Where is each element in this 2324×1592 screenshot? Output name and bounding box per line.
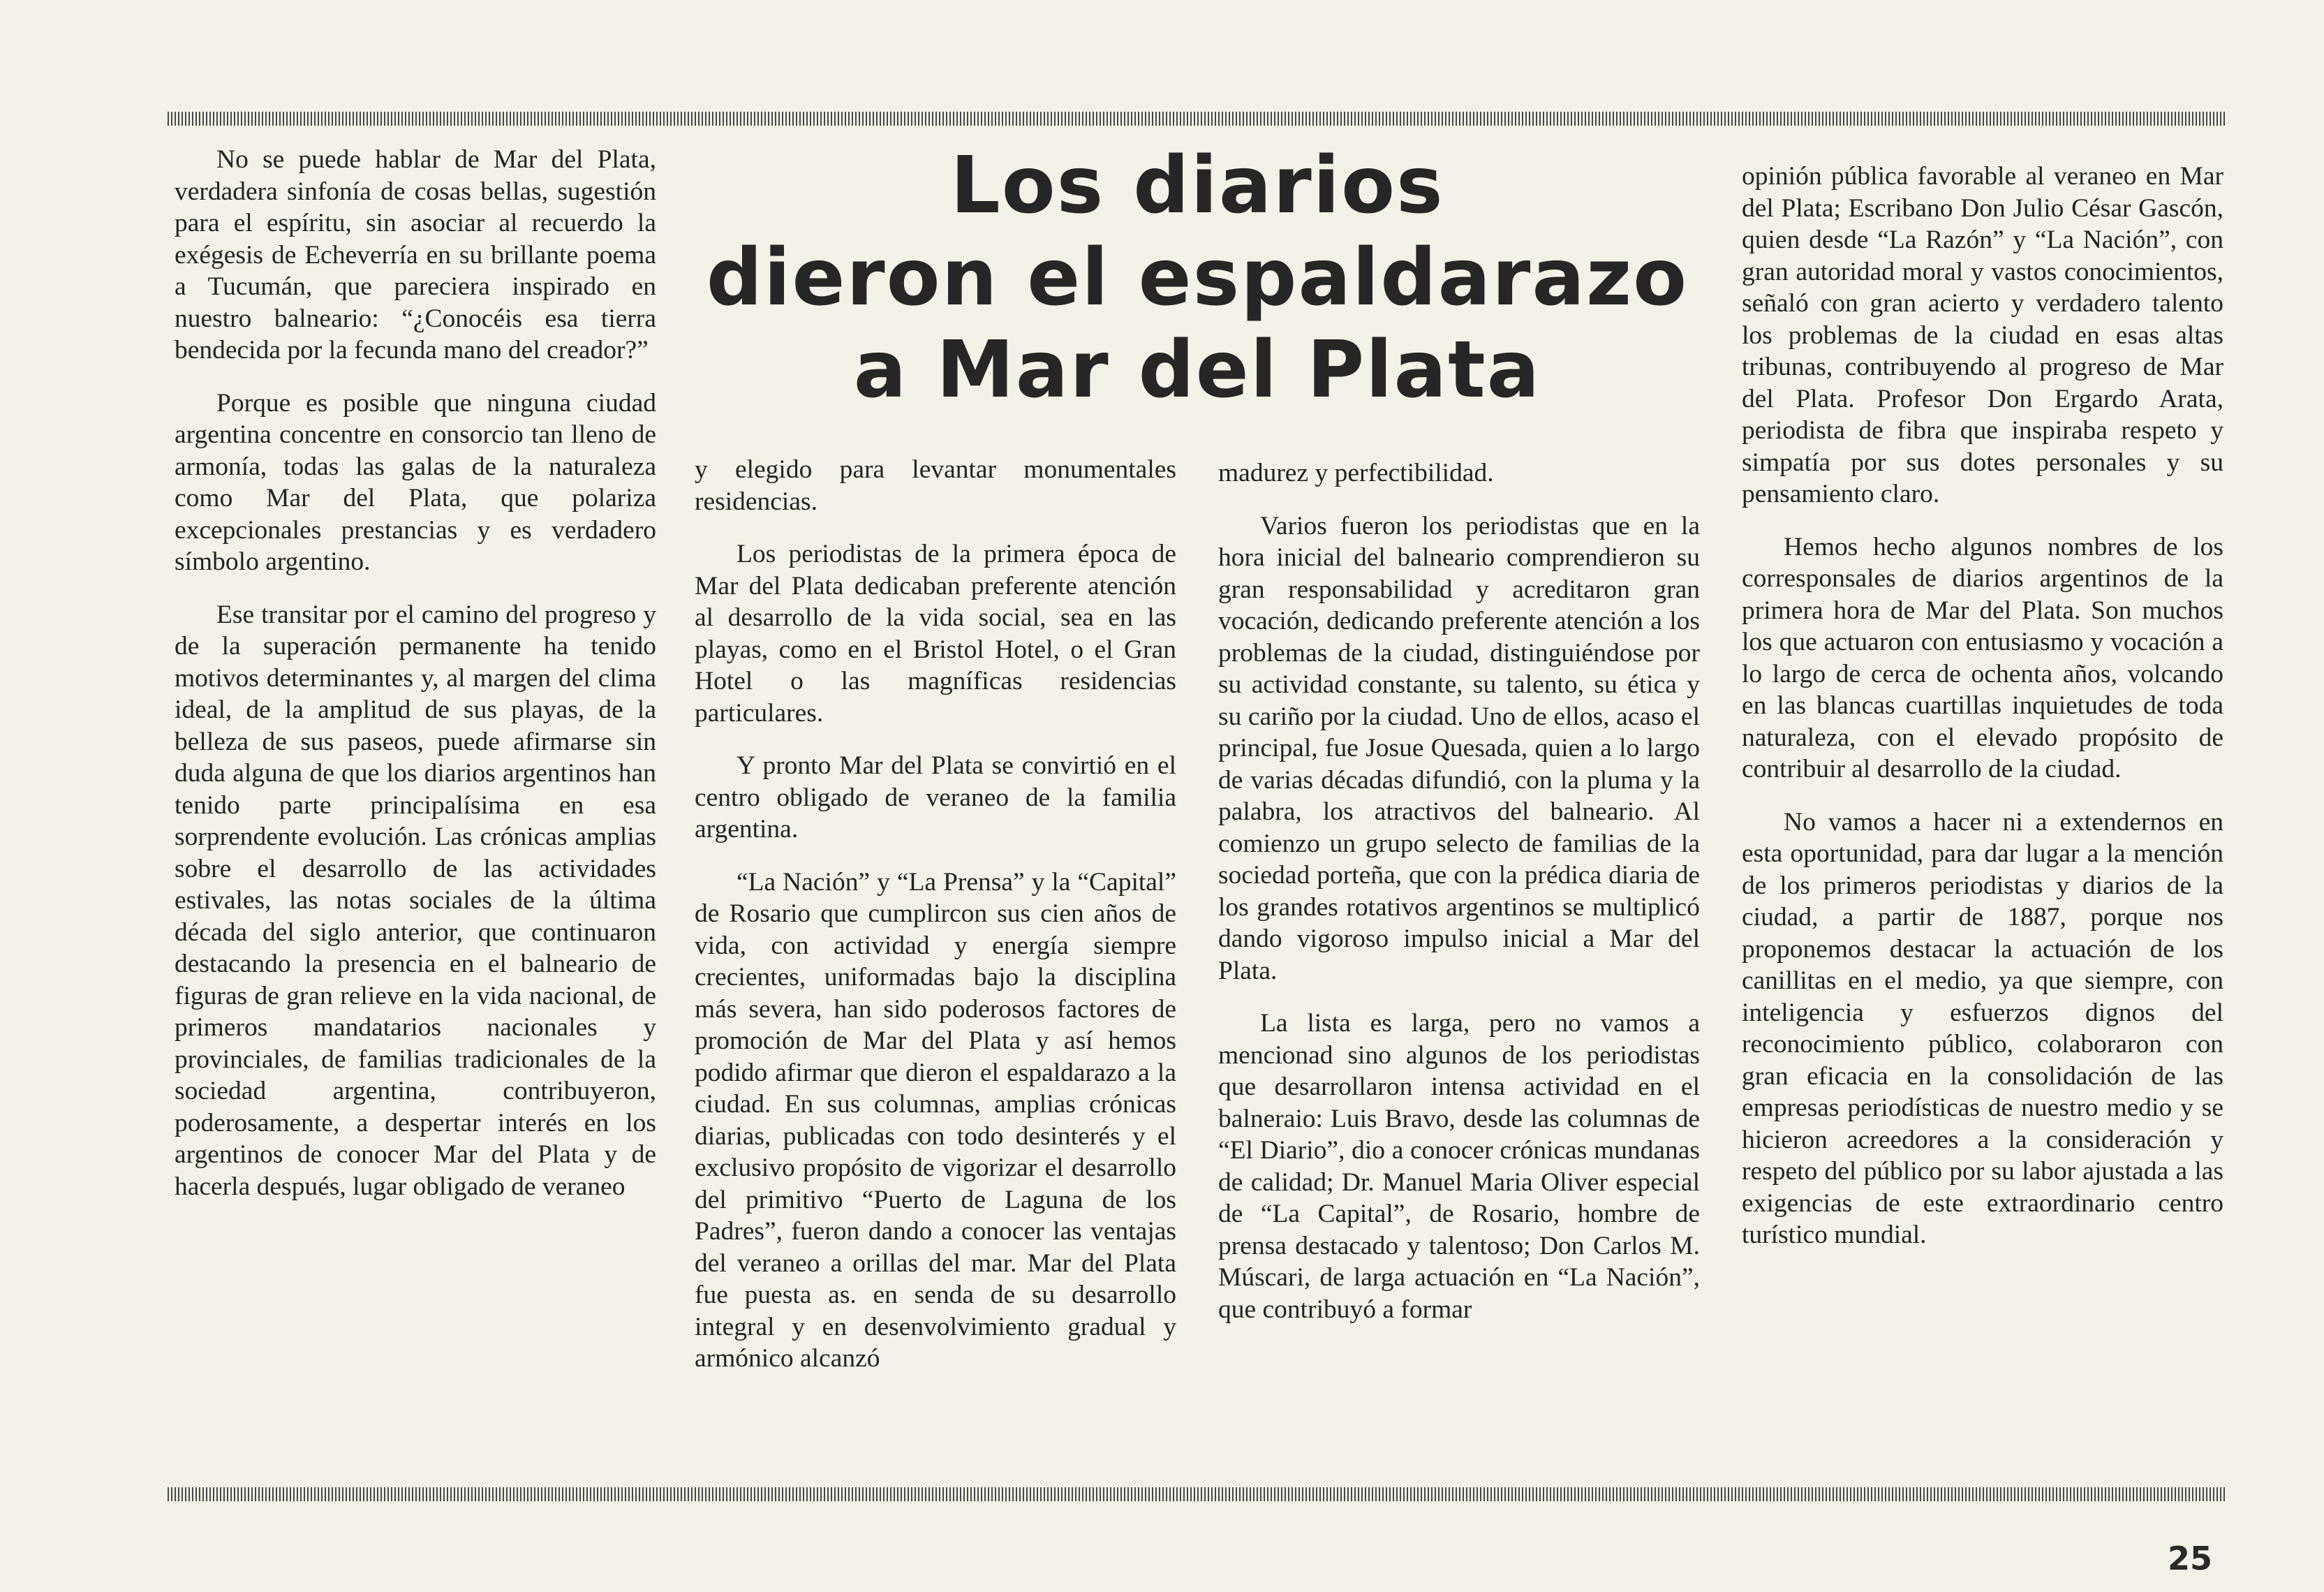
article-paragraph: Y pronto Mar del Plata se convirtió en el centro obligado de veraneo de la familia argentina. [695,751,1176,843]
article-headline [691,140,1703,416]
article-column-1 [175,144,656,1223]
article-paragraph: No vamos a hacer ni a extendernos en esta oportunidad, para dar lugar a la mención de los primeros periodistas y diarios de la ciudad, a partir de 1887, porque nos proponemos destacar la actuación de los canillitas en el medio, ya que siempre, con inteligencia y esfuerzos dignos del reconocimiento público, colaboraron con gran eficacia en la consolidación de las empresas periodísticas de nuestro medio y se hicieron acreedores a la consideración y respeto del público por su labor ajustada a las exigencias de este extraordinario centro turístico mundial. [1742,807,2223,1249]
article-paragraph: No se puede hablar de Mar del Plata, verdadera sinfonía de cosas bellas, sugestión para el espíritu, sin asociar al recuerdo la exégesis de Echeverría en su brillante poema a Tucumán, que pareciera inspirado en nuestro balneario: “¿Conocéis esa tierra bendecida por la fecunda mano del creador?” [175,145,656,364]
headline-line-3: a Mar del Plata [853,325,1541,415]
article-paragraph: La lista es larga, pero no vamos a mencionad sino algunos de los periodistas que desarrollaron intensa actividad en el balneraio: Luis Bravo, desde las columnas de “El Diario”, dio a conocer crónicas mundanas de calidad; Dr. Manuel Maria Oliver especial de “La Capital”, de Rosario, hombre de prensa destacado y talentoso; Don Carlos M. Múscari, de larga actuación en “La Nación”, que contribuyó a formar [1218,1009,1700,1324]
bottom-decorative-rule [168,1487,2227,1501]
article-column-2 [695,454,1176,1396]
article-paragraph: “La Nación” y “La Prensa” y la “Capital” de Rosario que cumplircon sus cien años de vida, con actividad y energía siempre crecientes, uniformadas bajo la disciplina más severa, han sido poderosos factores de promoción de Mar del Plata y así hemos podido afirmar que dieron el espaldarazo a la ciudad. En sus columnas, amplias crónicas diarias, publicadas con todo desinterés y el exclusivo propósito de vigorizar el desarrollo del primitivo “Puerto de Laguna de los Padres”, fueron dando a conocer las ventajas del veraneo a orillas del mar. Mar del Plata fue puesta as. en senda de su desarrollo integral y en desenvolvimiento gradual y armónico alcanzó [695,867,1176,1373]
article-column-4 [1742,161,2223,1272]
headline-line-1: Los diarios [950,140,1444,231]
article-column-3 [1218,457,1700,1346]
article-paragraph: madurez y perfectibilidad. [1218,459,1494,487]
article-paragraph: Varios fueron los periodistas que en la hora inicial del balneario comprendieron su gran responsabilidad y acreditaron gran vocación, dedicando preferente atención a los problemas de la ciudad, distinguiéndose por su actividad constante, su talento, su ética y su cariño por la ciudad. Uno de ellos, acaso el principal, fue Josue Quesada, quien a lo largo de varias décadas difundió, con la pluma y la palabra, los atractivos del balneario. Al comienzo un grupo selecto de familias de la sociedad porteña, que con la prédica diaria de los grandes rotativos argentinos se multiplicó dando vigoroso impulso inicial a Mar del Plata. [1218,511,1700,985]
article-paragraph: Ese transitar por el camino del progreso y de la superación permanente ha tenido motivos determinantes y, al margen del clima ideal, de la amplitud de sus playas, de la belleza de sus paseos, puede afirmarse sin duda alguna de que los diarios argentinos han tenido parte principalísima en esa sorprendente evolución. Las crónicas amplias sobre el desarrollo de las actividades estivales, las notas sociales de la última década del siglo anterior, que continuaron destacando la presencia en el balneario de figuras de gran relieve en la vida nacional, de primeros mandatarios nacionales y provinciales, de familias tradicionales de la sociedad argentina, contribuyeron, poderosamente, a despertar interés en los argentinos de conocer Mar del Plata y de hacerla después, lugar obligado de veraneo [175,600,656,1201]
article-paragraph: opinión pública favorable al veraneo en Mar del Plata; Escribano Don Julio César Gascón, quien desde “La Razón” y “La Nación”, con gran autoridad moral y vastos conocimientos, señaló con gran acierto y verdadero talento los problemas de la ciudad en esas altas tribunas, contribuyendo al progreso de Mar del Plata. Profesor Don Ergardo Arata, periodista de fibra que inspiraba respeto y simpatía por sus dotes personales y su pensamiento claro. [1742,162,2223,508]
article-paragraph: Porque es posible que ninguna ciudad argentina concentre en consorcio tan lleno de armonía, todas las galas de la naturaleza como Mar del Plata, que polariza excepcionales prestancias y es verdadero símbolo argentino. [175,388,656,576]
top-decorative-rule [168,112,2227,126]
headline-line-2: dieron el espaldarazo [706,233,1689,323]
page-number: 25 [2168,1540,2213,1577]
article-paragraph: y elegido para levantar monumentales residencias. [695,455,1176,516]
article-paragraph: Los periodistas de la primera época de Mar del Plata dedicaban preferente atención al desarrollo de la vida social, sea en las playas, como en el Bristol Hotel, o el Gran Hotel o las magníficas residencias particulares. [695,540,1176,728]
article-paragraph: Hemos hecho algunos nombres de los corresponsales de diarios argentinos de la primera hora de Mar del Plata. Son muchos los que actuaron con entusiasmo y vocación a lo largo de cerca de ochenta años, volcando en las blancas cuartillas inquietudes de toda naturaleza, con el elevado propósito de contribuir al desarrollo de la ciudad. [1742,532,2223,783]
